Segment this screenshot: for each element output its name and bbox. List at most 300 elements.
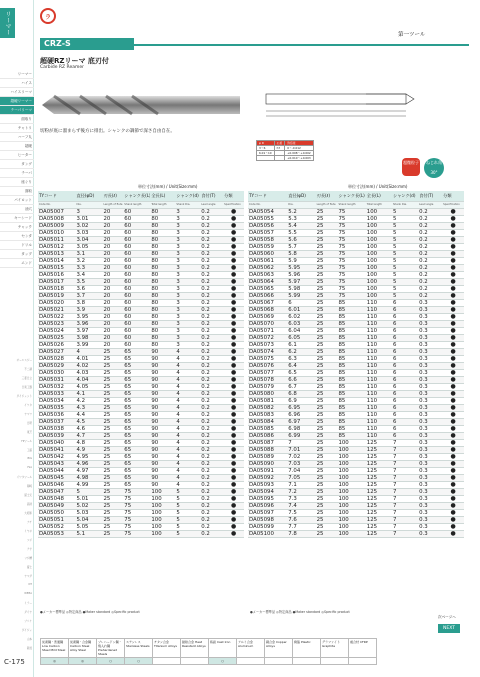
table-cell: 6 bbox=[392, 369, 418, 376]
table-cell: DA05049 bbox=[38, 502, 75, 509]
sidebar-item[interactable]: タング bbox=[0, 160, 34, 169]
table-cell: 20 bbox=[103, 285, 124, 292]
table-cell: 25 bbox=[316, 460, 338, 467]
column-subheader: Specification bbox=[442, 201, 464, 208]
maker-link[interactable]: 富士 bbox=[26, 566, 32, 569]
material-mark bbox=[265, 658, 293, 665]
table-cell: 0.3 bbox=[418, 488, 442, 495]
table-cell: 80 bbox=[150, 292, 175, 299]
standard-mark: ● bbox=[442, 530, 464, 537]
sidebar-item[interactable]: ヒーター bbox=[0, 151, 34, 160]
maker-link[interactable]: オーエスジー bbox=[16, 359, 32, 362]
sidebar-item[interactable]: ハーフ丸 bbox=[0, 133, 34, 142]
table-cell: DA05038 bbox=[38, 425, 75, 432]
table-cell: 25 bbox=[316, 320, 338, 327]
table-cell: 0.3 bbox=[418, 425, 442, 432]
maker-link[interactable]: 日東工器 bbox=[21, 386, 32, 389]
standard-mark: ● bbox=[442, 208, 464, 215]
table-cell: 100 bbox=[337, 467, 365, 474]
table-cell: 0.2 bbox=[200, 229, 223, 236]
standard-mark: ● bbox=[442, 488, 464, 495]
table-row bbox=[248, 474, 464, 481]
table-row bbox=[248, 292, 464, 299]
table-cell: 0.2 bbox=[418, 264, 442, 271]
table-cell: 6 bbox=[392, 355, 418, 362]
table-cell: 0.2 bbox=[200, 390, 223, 397]
table-row bbox=[38, 383, 244, 390]
table-cell: 0.2 bbox=[418, 257, 442, 264]
table-cell: 3.96 bbox=[75, 320, 102, 327]
maker-link[interactable]: イワタツール bbox=[16, 476, 32, 479]
table-cell: 60 bbox=[123, 264, 150, 271]
standard-mark: ● bbox=[223, 215, 244, 222]
table-cell: 75 bbox=[123, 502, 150, 509]
table-cell: 85 bbox=[337, 432, 365, 439]
table-cell: 100 bbox=[150, 523, 175, 530]
maker-link[interactable]: ダイヤ bbox=[24, 611, 32, 614]
maker-link[interactable]: フジ bbox=[26, 539, 32, 542]
table-cell: 100 bbox=[366, 215, 392, 222]
table-cell: 0.3 bbox=[418, 453, 442, 460]
sidebar-item[interactable]: 面取り bbox=[0, 115, 34, 124]
table-cell: 25 bbox=[103, 516, 124, 523]
table-cell: 3.04 bbox=[75, 236, 102, 243]
table-cell: 60 bbox=[123, 341, 150, 348]
sidebar-item[interactable]: ハイスリーマ bbox=[0, 88, 34, 97]
table-row bbox=[248, 208, 464, 215]
table-cell: 0.2 bbox=[200, 439, 223, 446]
table-cell: 6 bbox=[392, 376, 418, 383]
column-header: 食付(T) bbox=[200, 191, 223, 201]
spec-table-right bbox=[248, 191, 464, 538]
table-cell: 100 bbox=[337, 502, 365, 509]
standard-mark: ● bbox=[223, 243, 244, 250]
standard-mark: ● bbox=[442, 376, 464, 383]
table-cell: 25 bbox=[103, 467, 124, 474]
sidebar-item[interactable]: エンド bbox=[0, 259, 34, 268]
table-cell: 5 bbox=[175, 509, 200, 516]
table-cell: DA05077 bbox=[248, 369, 287, 376]
column-header: 分類 bbox=[223, 191, 244, 201]
table-cell: 100 bbox=[366, 243, 392, 250]
table-cell: 110 bbox=[366, 369, 392, 376]
maker-link[interactable]: BIG bbox=[27, 457, 32, 460]
maker-link[interactable]: ミラー bbox=[24, 602, 32, 605]
table-cell: 90 bbox=[150, 439, 175, 446]
table-cell: 3.4 bbox=[75, 271, 102, 278]
table-cell: 110 bbox=[366, 313, 392, 320]
table-cell: 25 bbox=[316, 453, 338, 460]
table-cell: 85 bbox=[337, 362, 365, 369]
table-cell: 4 bbox=[175, 446, 200, 453]
standard-mark: ● bbox=[223, 257, 244, 264]
table-cell: 0.2 bbox=[418, 250, 442, 257]
table-cell: DA05071 bbox=[248, 327, 287, 334]
maker-link[interactable]: 大昭和 bbox=[24, 512, 32, 515]
sidebar-item[interactable]: 超硬リーマー bbox=[0, 97, 34, 106]
table-cell: 75 bbox=[337, 243, 365, 250]
table-cell: DA05061 bbox=[248, 257, 287, 264]
table-cell: 20 bbox=[103, 327, 124, 334]
standard-mark: ● bbox=[442, 215, 464, 222]
table-row bbox=[38, 292, 244, 299]
table-cell: 4.6 bbox=[75, 425, 102, 432]
table-cell: 0.2 bbox=[200, 446, 223, 453]
table-cell: 75 bbox=[123, 523, 150, 530]
table-cell: 25 bbox=[316, 495, 338, 502]
table-cell: 4 bbox=[75, 348, 102, 355]
sidebar-item[interactable]: チャック bbox=[0, 223, 34, 232]
material-cell: グラファイト Graphite bbox=[321, 639, 349, 658]
table-cell: 65 bbox=[123, 362, 150, 369]
table-cell: 5.5 bbox=[287, 229, 315, 236]
standard-mark: ● bbox=[442, 439, 464, 446]
table-cell: 65 bbox=[123, 404, 150, 411]
table-cell: 100 bbox=[337, 474, 365, 481]
table-cell: 0.2 bbox=[418, 215, 442, 222]
maker-link[interactable]: 三菱日立 bbox=[21, 377, 32, 380]
unit-label-left: 単位寸法(mm) / Unit(Size:mm) bbox=[138, 184, 198, 189]
table-cell: 3.9 bbox=[75, 306, 102, 313]
table-cell: 60 bbox=[123, 257, 150, 264]
table-cell: 7.03 bbox=[287, 460, 315, 467]
table-cell: 0.2 bbox=[200, 509, 223, 516]
table-cell: 20 bbox=[103, 236, 124, 243]
table-cell: 60 bbox=[123, 229, 150, 236]
table-cell: 5.9 bbox=[287, 257, 315, 264]
product-series-band: CRZ-S bbox=[40, 38, 134, 50]
maker-link[interactable]: NT bbox=[28, 583, 32, 586]
table-cell: 125 bbox=[366, 439, 392, 446]
table-cell: 100 bbox=[366, 236, 392, 243]
table-cell: 25 bbox=[103, 502, 124, 509]
standard-mark: ● bbox=[442, 341, 464, 348]
maker-link[interactable]: 高速 bbox=[26, 503, 32, 506]
table-cell: 110 bbox=[366, 376, 392, 383]
table-cell: 3.8 bbox=[75, 299, 102, 306]
table-cell: 25 bbox=[103, 523, 124, 530]
sidebar-item[interactable]: ハイス bbox=[0, 79, 34, 88]
dimension-diagram bbox=[256, 84, 426, 124]
table-cell: 25 bbox=[316, 376, 338, 383]
table-cell: DA05055 bbox=[248, 215, 287, 222]
table-cell: DA05039 bbox=[38, 432, 75, 439]
column-subheader: Code No. bbox=[38, 201, 75, 208]
maker-link[interactable]: ミヤギ bbox=[24, 530, 32, 533]
table-cell: 4 bbox=[175, 481, 200, 488]
table-cell: 0.2 bbox=[200, 271, 223, 278]
standard-mark: ● bbox=[223, 502, 244, 509]
table-row bbox=[248, 425, 464, 432]
table-cell: 0.2 bbox=[418, 236, 442, 243]
table-cell: 0.3 bbox=[418, 320, 442, 327]
product-subtitle: Carbide RZ Reamer bbox=[40, 65, 85, 70]
standard-mark: ● bbox=[442, 474, 464, 481]
table-cell: 0.2 bbox=[200, 320, 223, 327]
table-cell: 6 bbox=[392, 299, 418, 306]
maker-link[interactable]: 富士元 bbox=[24, 494, 32, 497]
maker-link[interactable]: 工藤 bbox=[26, 449, 32, 452]
table-row bbox=[38, 432, 244, 439]
maker-link[interactable]: ヤマワ bbox=[24, 413, 32, 416]
table-cell: 65 bbox=[123, 355, 150, 362]
column-header: 分類 bbox=[442, 191, 464, 201]
table-cell: 60 bbox=[123, 320, 150, 327]
table-cell: 100 bbox=[366, 292, 392, 299]
table-cell: 0.2 bbox=[418, 243, 442, 250]
standard-mark: ● bbox=[442, 292, 464, 299]
standard-mark: ● bbox=[442, 257, 464, 264]
table-cell: 0.2 bbox=[200, 418, 223, 425]
table-cell: 0.3 bbox=[418, 369, 442, 376]
table-cell: 0.2 bbox=[200, 404, 223, 411]
standard-mark: ● bbox=[442, 397, 464, 404]
table-cell: 5.04 bbox=[75, 516, 102, 523]
maker-link[interactable]: YSA bbox=[26, 466, 32, 469]
standard-mark: ● bbox=[223, 488, 244, 495]
table-cell: 125 bbox=[366, 446, 392, 453]
table-cell: 3.95 bbox=[75, 313, 102, 320]
page-number: C-175 bbox=[4, 658, 25, 666]
standard-mark: ● bbox=[442, 446, 464, 453]
sidebar-item[interactable]: チャトリ bbox=[0, 124, 34, 133]
table-cell: DA05030 bbox=[38, 369, 75, 376]
table-cell: 5.4 bbox=[287, 222, 315, 229]
sidebar-item[interactable]: キーシード bbox=[0, 214, 34, 223]
standard-mark: ● bbox=[223, 250, 244, 257]
table-cell: 85 bbox=[337, 383, 365, 390]
maker-link[interactable]: アサ bbox=[26, 548, 32, 551]
standard-mark: ● bbox=[442, 306, 464, 313]
table-cell: 110 bbox=[366, 327, 392, 334]
table-cell: 4 bbox=[175, 411, 200, 418]
table-row bbox=[38, 390, 244, 397]
table-cell: 3.1 bbox=[75, 250, 102, 257]
maker-link[interactable]: 新潟 bbox=[26, 647, 32, 650]
table-cell: DA05031 bbox=[38, 376, 75, 383]
sidebar-item[interactable]: 油穴 bbox=[0, 205, 34, 214]
sidebar-item[interactable]: テーパリーマ bbox=[0, 106, 34, 115]
table-cell: 85 bbox=[337, 404, 365, 411]
table-cell: DA05018 bbox=[38, 285, 75, 292]
table-cell: 110 bbox=[366, 418, 392, 425]
table-row bbox=[38, 285, 244, 292]
table-cell: 4 bbox=[175, 453, 200, 460]
table-cell: 4 bbox=[175, 369, 200, 376]
table-row bbox=[38, 341, 244, 348]
table-row bbox=[248, 397, 464, 404]
table-row bbox=[38, 397, 244, 404]
table-cell: DA05081 bbox=[248, 397, 287, 404]
table-cell: 25 bbox=[316, 229, 338, 236]
table-cell: 90 bbox=[150, 474, 175, 481]
table-cell: 85 bbox=[337, 369, 365, 376]
table-cell: 80 bbox=[150, 278, 175, 285]
table-cell: 0.2 bbox=[418, 208, 442, 215]
standard-mark: ● bbox=[223, 390, 244, 397]
table-cell: 6.96 bbox=[287, 411, 315, 418]
maker-link[interactable]: 岡崎 bbox=[26, 485, 32, 488]
table-cell: 110 bbox=[366, 411, 392, 418]
maker-link[interactable]: イワタ bbox=[24, 404, 32, 407]
sidebar-item[interactable]: ドリル bbox=[0, 241, 34, 250]
sidebar-item[interactable]: パイロット bbox=[0, 196, 34, 205]
table-cell: 90 bbox=[150, 411, 175, 418]
table-cell: 80 bbox=[150, 313, 175, 320]
column-header: 刃長(ℓ) bbox=[103, 191, 124, 201]
table-cell: 0.2 bbox=[200, 313, 223, 320]
table-cell: 7 bbox=[392, 523, 418, 530]
maker-link[interactable]: 不二越 bbox=[24, 368, 32, 371]
standard-mark: ● bbox=[442, 432, 464, 439]
table-row bbox=[248, 250, 464, 257]
table-cell: 110 bbox=[366, 383, 392, 390]
table-cell: 85 bbox=[337, 376, 365, 383]
table-cell: 25 bbox=[316, 215, 338, 222]
table-cell: DA05063 bbox=[248, 271, 287, 278]
table-cell: 0.2 bbox=[200, 467, 223, 474]
table-cell: 75 bbox=[337, 215, 365, 222]
sidebar-tab-reamer[interactable]: リーマー bbox=[0, 8, 15, 38]
table-cell: 4.2 bbox=[75, 397, 102, 404]
maker-link[interactable]: ダイジェット bbox=[16, 395, 32, 398]
table-cell: 25 bbox=[103, 425, 124, 432]
standard-mark: ● bbox=[223, 432, 244, 439]
standard-mark: ● bbox=[223, 236, 244, 243]
table-cell: 20 bbox=[103, 222, 124, 229]
sidebar-item[interactable]: センタ bbox=[0, 232, 34, 241]
column-subheader: Specification bbox=[223, 201, 244, 208]
sidebar-item[interactable]: タップ bbox=[0, 250, 34, 259]
table-cell: 0.2 bbox=[200, 369, 223, 376]
table-cell: 25 bbox=[316, 362, 338, 369]
table-cell: 6 bbox=[392, 341, 418, 348]
table-cell: 0.3 bbox=[418, 327, 442, 334]
table-row bbox=[248, 446, 464, 453]
maker-link[interactable]: 山本 bbox=[26, 638, 32, 641]
table-cell: 20 bbox=[103, 306, 124, 313]
table-cell: 25 bbox=[103, 460, 124, 467]
table-cell: 110 bbox=[366, 334, 392, 341]
maker-link[interactable]: プリケ bbox=[24, 620, 32, 623]
table-cell: 60 bbox=[123, 271, 150, 278]
table-cell: 7.2 bbox=[287, 488, 315, 495]
table-cell: 90 bbox=[150, 369, 175, 376]
standard-mark: ● bbox=[223, 439, 244, 446]
maker-link[interactable]: ヤマダ bbox=[24, 575, 32, 578]
table-cell: DA05026 bbox=[38, 341, 75, 348]
maker-link[interactable]: ダイジェ bbox=[21, 629, 32, 632]
table-cell: DA05067 bbox=[248, 299, 287, 306]
sidebar-item[interactable]: 座ぐり bbox=[0, 178, 34, 187]
table-cell: 60 bbox=[123, 292, 150, 299]
table-row bbox=[248, 502, 464, 509]
table-cell: 25 bbox=[316, 355, 338, 362]
table-row bbox=[38, 313, 244, 320]
table-cell: 20 bbox=[103, 334, 124, 341]
maker-link[interactable]: FPツール bbox=[21, 440, 32, 443]
table-row bbox=[38, 278, 244, 285]
material-table bbox=[40, 638, 377, 665]
table-cell: 5 bbox=[392, 271, 418, 278]
sidebar-item[interactable]: テーパ bbox=[0, 169, 34, 178]
table-row bbox=[38, 516, 244, 523]
column-subheader: Total length bbox=[366, 201, 392, 208]
table-cell: 6 bbox=[392, 320, 418, 327]
table-cell: 6 bbox=[392, 362, 418, 369]
table-cell: 65 bbox=[123, 397, 150, 404]
table-cell: 25 bbox=[103, 355, 124, 362]
column-header: シャンク(d) bbox=[175, 191, 200, 201]
table-cell: 5.96 bbox=[287, 271, 315, 278]
table-cell: 3.98 bbox=[75, 334, 102, 341]
maker-link[interactable]: 日研 bbox=[26, 422, 32, 425]
table-row bbox=[38, 208, 244, 215]
table-cell: 5.02 bbox=[75, 502, 102, 509]
maker-link[interactable]: 東芝 bbox=[26, 431, 32, 434]
sidebar-item[interactable]: リーマー bbox=[0, 70, 34, 79]
maker-link[interactable]: ナチ bbox=[26, 521, 32, 524]
table-cell: 80 bbox=[150, 243, 175, 250]
table-cell: 6.04 bbox=[287, 327, 315, 334]
table-cell: 75 bbox=[337, 257, 365, 264]
table-cell: 5 bbox=[175, 530, 200, 537]
standard-mark: ● bbox=[442, 243, 464, 250]
table-cell: 5 bbox=[175, 495, 200, 502]
table-cell: DA05024 bbox=[38, 327, 75, 334]
table-cell: 6.8 bbox=[287, 390, 315, 397]
table-cell: 65 bbox=[123, 467, 150, 474]
table-cell: 20 bbox=[103, 341, 124, 348]
table-cell: DA05100 bbox=[248, 530, 287, 537]
table-cell: 60 bbox=[123, 327, 150, 334]
table-cell: DA05084 bbox=[248, 418, 287, 425]
maker-link[interactable]: WEBA bbox=[24, 592, 32, 595]
table-cell: 5 bbox=[392, 243, 418, 250]
table-cell: 65 bbox=[123, 425, 150, 432]
table-cell: DA05045 bbox=[38, 474, 75, 481]
table-cell: DA05090 bbox=[248, 460, 287, 467]
table-cell: 25 bbox=[316, 271, 338, 278]
table-cell: 0.2 bbox=[418, 292, 442, 299]
table-cell: 20 bbox=[103, 278, 124, 285]
table-cell: DA05052 bbox=[38, 523, 75, 530]
table-cell: 85 bbox=[337, 334, 365, 341]
table-row bbox=[248, 327, 464, 334]
table-cell: 0.3 bbox=[418, 306, 442, 313]
table-cell: DA05046 bbox=[38, 481, 75, 488]
table-row bbox=[248, 222, 464, 229]
table-cell: 0.2 bbox=[418, 271, 442, 278]
table-row bbox=[38, 481, 244, 488]
sidebar-item[interactable]: 超硬 bbox=[0, 142, 34, 151]
table-row bbox=[248, 278, 464, 285]
table-cell: 20 bbox=[103, 208, 124, 215]
table-cell: 0.3 bbox=[418, 362, 442, 369]
table-cell: DA05032 bbox=[38, 383, 75, 390]
table-cell: 20 bbox=[103, 271, 124, 278]
helix-angle-badge: ねじれ角30° bbox=[424, 158, 444, 178]
maker-link[interactable]: フジ精 bbox=[24, 557, 32, 560]
series-band-line bbox=[134, 44, 469, 46]
table-row bbox=[248, 453, 464, 460]
table-cell: 25 bbox=[103, 530, 124, 537]
material-cell: ステンレス Stainless Steels bbox=[125, 639, 153, 658]
next-button[interactable]: NEXT bbox=[438, 624, 460, 633]
sidebar-item[interactable]: 面取 bbox=[0, 187, 34, 196]
table-row bbox=[248, 362, 464, 369]
standard-mark: ● bbox=[223, 481, 244, 488]
